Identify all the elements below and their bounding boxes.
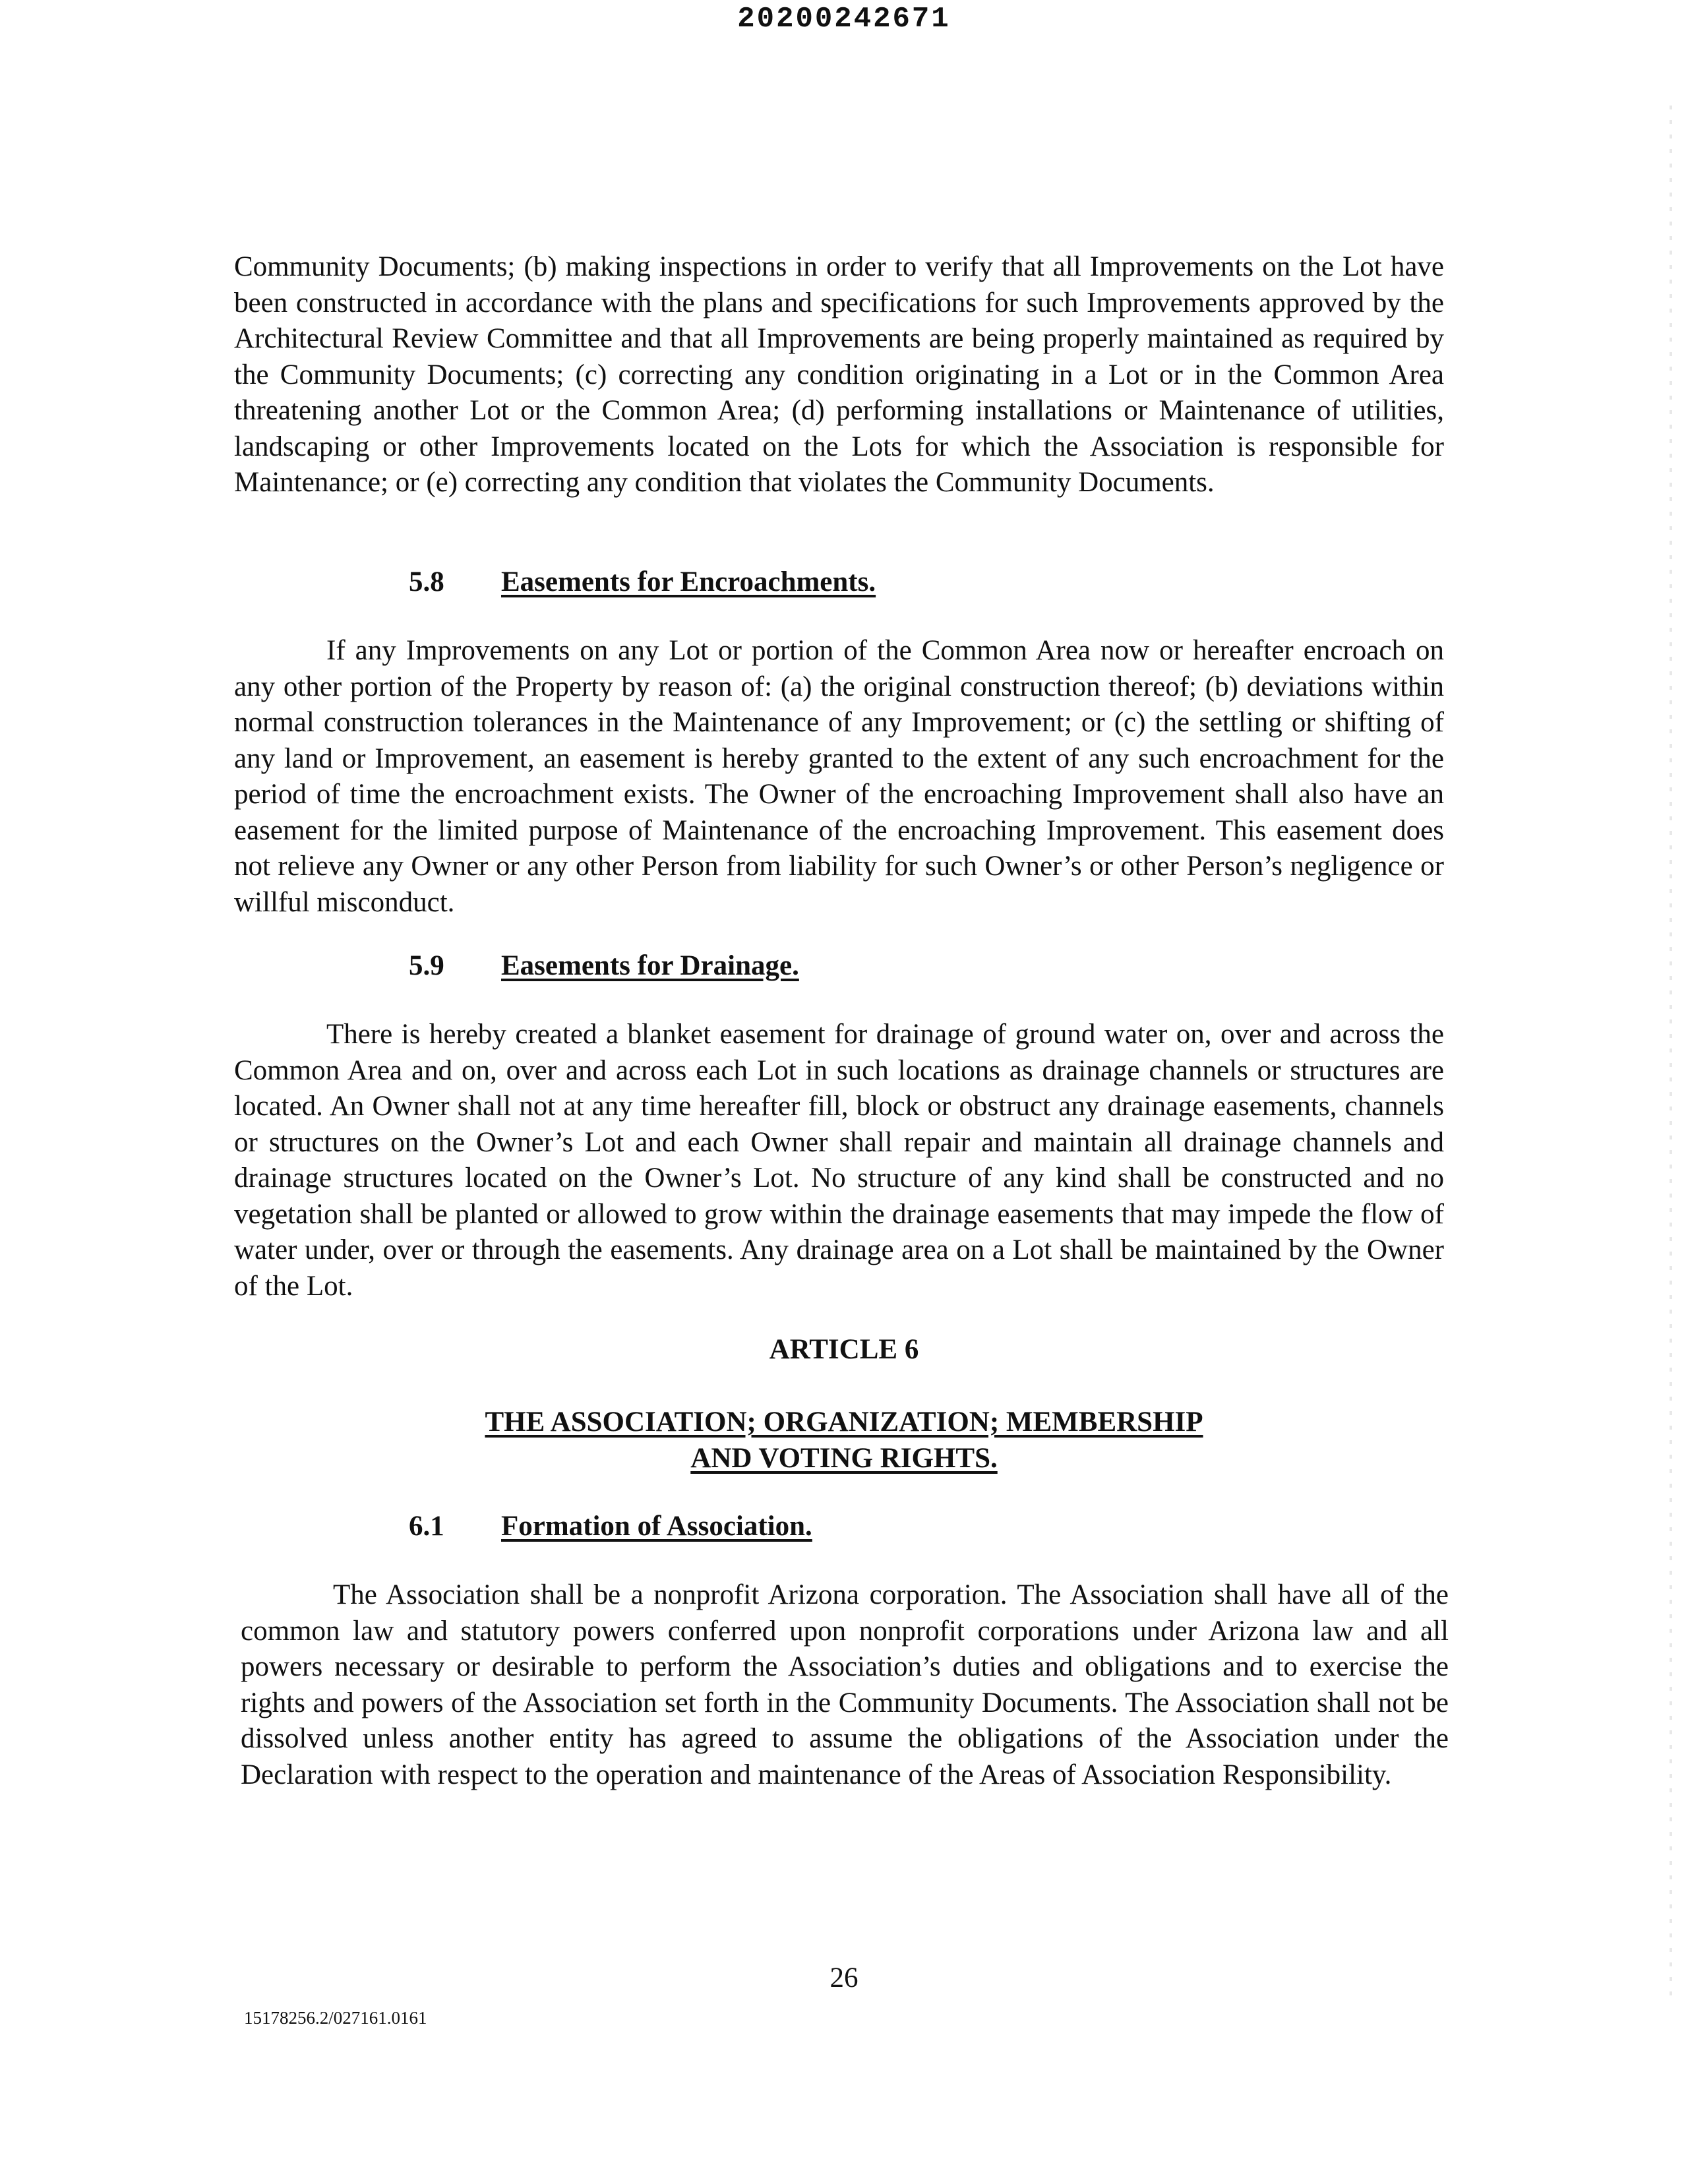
section-heading-5-8	[409, 566, 876, 598]
scan-edge-artifact	[1670, 106, 1672, 2005]
paragraph-intro: Community Documents; (b) making inspections in order to verify that all Improvements on the Lot have been constructed in accordance with the plans and specifications for such Improvements approved by the Architectural Review Committee and that all Improvements are being properly maintained as required by the Community Documents; (c) correcting any condition originating in a Lot or in the Common Area threatening another Lot or the Common Area; (d) performing installations or Maintenance of utilities, landscaping or other Improvements located on the Lots for which the Association is responsible for Maintenance; or (e) correcting any condition that violates the Community Documents.	[234, 251, 1444, 498]
page-number: 26	[829, 1962, 859, 1993]
section-number: 5.8	[409, 566, 444, 597]
article-title-line-1: THE ASSOCIATION; ORGANIZATION; MEMBERSHIP	[485, 1407, 1203, 1438]
section-title: Formation of Association.	[501, 1511, 812, 1542]
document-id: 15178256.2/027161.0161	[244, 2008, 427, 2028]
paragraph-5-9: There is hereby created a blanket easement for drainage of ground water on, over and across the Common Area and on, over and across each Lot in such locations as drainage channels or structures are located. An Owner shall not at any time hereafter fill, block or obstruct any drainage easements, channels or structures on the Owner’s Lot and each Owner shall repair and maintain all drainage channels and drainage structures located on the Owner’s Lot. No structure of any kind shall be constructed and no vegetation shall be planted or allowed to grow within the drainage easements that may impede the flow of water under, over or through the easements. Any drainage area on a Lot shall be maintained by the Owner of the Lot.	[234, 1019, 1444, 1302]
paragraph-5-8: If any Improvements on any Lot or portion of the Common Area now or hereafter encroach on any other portion of the Property by reason of: (a) the original construction thereof; (b) deviations within normal construction tolerances in the Maintenance of any Improvement; or (c) the settling or shifting of any land or Improvement, an easement is hereby granted to the extent of any such encroachment for the period of time the encroachment exists. The Owner of the encroaching Improvement shall also have an easement for the limited purpose of Maintenance of the encroaching Improvement. This easement does not relieve any Owner or any other Person from liability for such Owner’s or other Person’s negligence or willful misconduct.	[234, 635, 1444, 918]
section-number: 6.1	[409, 1511, 444, 1542]
section-title: Easements for Drainage.	[501, 950, 799, 981]
article-number: ARTICLE 6	[769, 1334, 919, 1365]
paragraph-6-1: The Association shall be a nonprofit Arizona corporation. The Association shall have all of the common law and statutory powers conferred upon nonprofit corporations under Arizona law and all powers necessary or desirable to perform the Association’s duties and obligations and to exercise the rights and powers of the Association set forth in the Community Documents. The Association shall not be dissolved unless another entity has agreed to assume the obligations of the Association under the Declaration with respect to the operation and maintenance of the Areas of Association Responsibility.	[241, 1579, 1449, 1790]
section-title: Easements for Encroachments.	[501, 566, 876, 597]
recording-number: 20200242671	[737, 3, 951, 36]
section-heading-5-9	[409, 950, 799, 982]
section-heading-6-1	[409, 1510, 812, 1542]
section-number: 5.9	[409, 950, 444, 981]
article-title-line-2: AND VOTING RIGHTS.	[690, 1443, 998, 1474]
